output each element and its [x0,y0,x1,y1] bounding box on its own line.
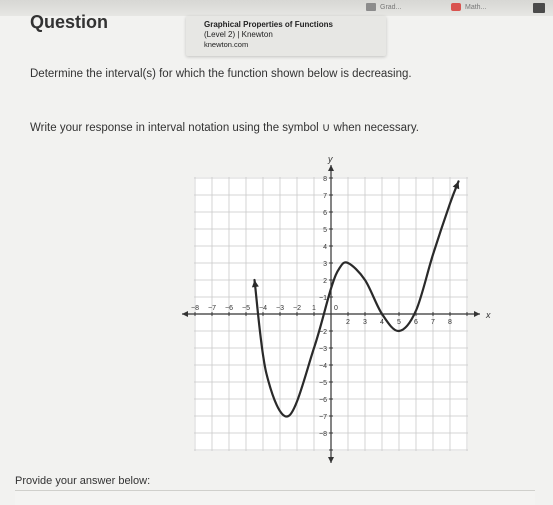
x-tick-label: −4 [259,305,267,312]
y-tick-label: −6 [319,397,327,404]
x-tick-label: −2 [293,305,301,312]
function-graph [191,154,501,454]
browser-tab[interactable] [366,2,401,14]
x-tick-label: −6 [225,305,233,312]
graph-svg [191,154,501,454]
y-tick-label: 5 [323,227,327,234]
y-tick-label: 2 [323,278,327,285]
x-tick-label: −5 [242,305,250,312]
knewton-icon [451,3,461,11]
x-axis-arrow-left [182,311,188,317]
window-icon[interactable] [533,3,545,13]
y-tick-label: −8 [319,431,327,438]
browser-tab[interactable] [451,2,486,14]
origin-label: 0 [334,305,338,312]
x-tick-label: −7 [208,305,216,312]
document-icon [366,3,376,11]
tooltip-site: knewton.com [204,40,249,49]
x-tick-label: 2 [346,319,350,326]
y-tick-label: 7 [323,193,327,200]
answer-input-area[interactable] [15,490,535,505]
y-tick-label: −1 [319,295,327,302]
x-tick-label: 8 [448,319,452,326]
x-tick-label: 6 [414,319,418,326]
x-tick-label: 1 [312,305,316,312]
y-tick-label: −2 [319,329,327,336]
y-tick-label: −7 [319,414,327,421]
y-tick-label: 4 [323,244,327,251]
y-axis-arrow-down [328,457,334,463]
y-tick-label: 6 [323,210,327,217]
question-instructions: Write your response in interval notation using the symbol ∪ when necessary. [30,122,419,134]
x-tick-label: 4 [380,319,384,326]
y-tick-label: −3 [319,346,327,353]
answer-label: Provide your answer below: [15,475,151,487]
tab-label: Math... [465,4,487,11]
tooltip-title: Graphical Properties of Functions [204,20,333,29]
tooltip-subtitle: (Level 2) | Knewton [204,30,273,39]
page-title: Question [30,12,109,32]
tab-label: Grad... [380,4,402,11]
x-tick-label: 3 [363,319,367,326]
y-tick-label: −4 [319,363,327,370]
y-tick-label: 3 [323,261,327,268]
x-tick-label: 7 [431,319,435,326]
question-prompt: Determine the interval(s) for which the function shown below is decreasing. [30,68,412,80]
x-tick-label: 5 [397,319,401,326]
y-axis-arrow-up [328,165,334,171]
x-axis-label: x [486,310,491,320]
x-axis-arrow-right [474,311,480,317]
y-tick-label: −5 [319,380,327,387]
y-axis-label: y [328,154,333,164]
y-tick-label: 8 [323,176,327,183]
x-tick-label: −3 [276,305,284,312]
tab-tooltip [186,16,386,56]
x-tick-label: −8 [191,305,199,312]
